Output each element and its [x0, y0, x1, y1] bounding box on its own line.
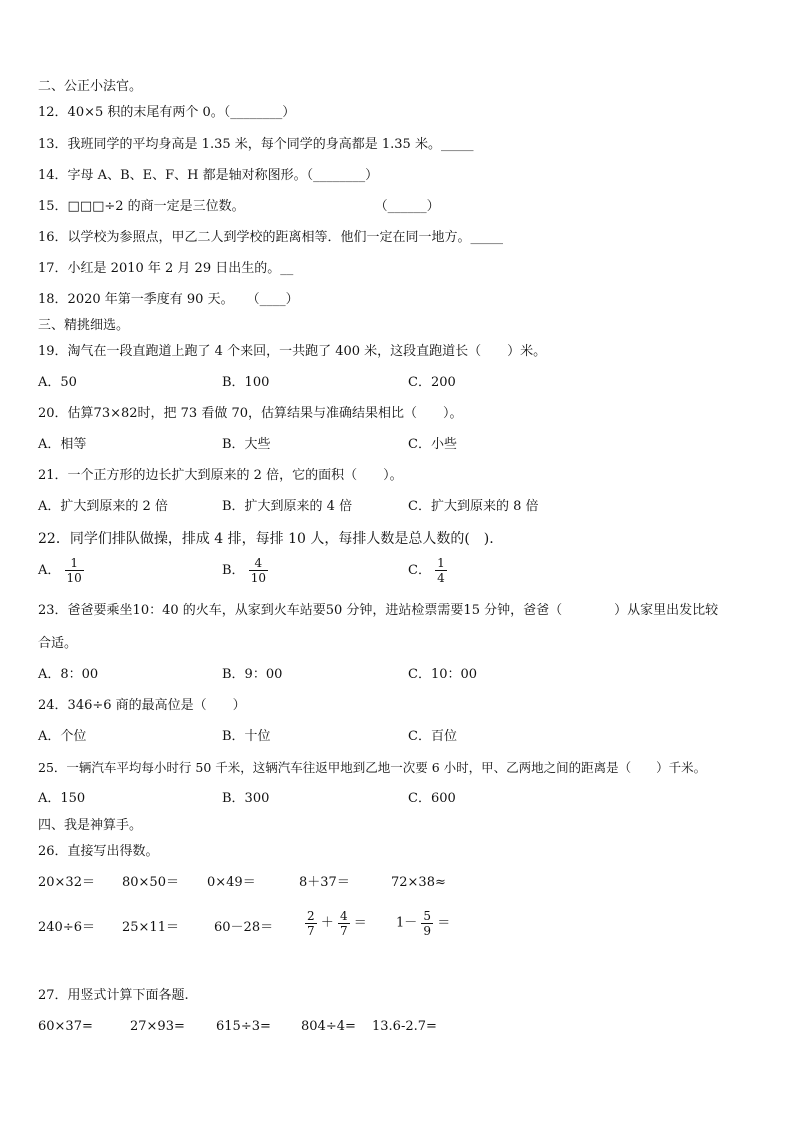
fraction	[421, 909, 433, 938]
fraction-numerator: 4	[249, 556, 268, 571]
fraction-denominator: 10	[250, 571, 266, 585]
calc-item: 20×32＝	[38, 875, 95, 890]
calc-item: 615÷3=	[216, 1019, 271, 1034]
q24-option-a: A．个位	[38, 729, 87, 744]
q22-option-c-label: C．	[408, 563, 431, 578]
q24-option-c: C．百位	[408, 729, 457, 744]
question-22: 22．同学们排队做操，排成 4 排，每排 10 人，每排人数是总人数的( ).	[38, 531, 494, 547]
question-15: 15．□□□÷2 的商一定是三位数。 （______）	[38, 199, 440, 214]
fraction-addition	[305, 909, 367, 938]
question-27: 27．用竖式计算下面各题.	[38, 988, 189, 1003]
calc-item: 60×37=	[38, 1019, 93, 1034]
fraction	[305, 909, 317, 938]
section-2-title: 二、公正小法官。	[38, 79, 143, 94]
fraction-denominator: 4	[437, 571, 445, 585]
q22-option-b	[222, 556, 268, 585]
equals: ＝	[353, 915, 367, 931]
fraction-numerator: 4	[339, 909, 348, 923]
fraction-denominator: 9	[423, 924, 432, 938]
q25-option-a: A．150	[38, 791, 86, 806]
section-3-title: 三、精挑细选。	[38, 318, 130, 333]
calc-item: 72×38≈	[391, 875, 446, 890]
q20-option-c: C．小些	[408, 437, 457, 452]
equals: ＝	[437, 915, 451, 931]
fraction-numerator: 2	[307, 909, 315, 923]
section-4-title: 四、我是神算手。	[38, 818, 143, 833]
q22-option-b-fraction	[249, 556, 268, 585]
calc-item: 60－28＝	[214, 920, 274, 935]
fraction-numerator: 5	[423, 909, 432, 923]
question-24: 24．346÷6 商的最高位是（ ）	[38, 698, 246, 713]
q19-option-a: A．50	[38, 375, 77, 390]
q21-option-c: C．扩大到原来的 8 倍	[408, 499, 539, 514]
operator: ＋	[320, 915, 334, 931]
question-21: 21．一个正方形的边长扩大到原来的 2 倍，它的面积（ ）。	[38, 468, 403, 483]
minuend: 1－	[396, 915, 418, 931]
calc-item: 80×50＝	[122, 875, 179, 890]
question-20: 20．估算73×82时，把 73 看做 70，估算结果与准确结果相比（ ）。	[38, 406, 463, 421]
calc-item: 27×93=	[130, 1019, 185, 1034]
question-16: 16．以学校为参照点，甲乙二人到学校的距离相等．他们一定在同一地方。_____	[38, 230, 504, 245]
q22-option-a	[38, 556, 84, 585]
q19-option-c: C．200	[408, 375, 456, 390]
q20-option-b: B．大些	[222, 437, 271, 452]
q24-option-b: B．十位	[222, 729, 271, 744]
fraction-numerator: 1	[437, 556, 445, 570]
q19-option-b: B．100	[222, 375, 270, 390]
fraction-subtraction	[396, 909, 450, 938]
fraction-denominator: 7	[339, 924, 348, 938]
calc-item: 240÷6＝	[38, 920, 95, 935]
q22-option-c-fraction	[435, 556, 447, 585]
fraction-denominator: 10	[66, 571, 82, 585]
q23-option-b: B．9：00	[222, 667, 283, 682]
question-23-continued: 合适。	[38, 636, 78, 651]
question-23: 23．爸爸要乘坐10：40 的火车，从家到火车站要50 分钟，进站检票需要15 分钟，爸爸（ ）从家里出发比较	[38, 603, 719, 618]
q21-option-a: A．扩大到原来的 2 倍	[38, 499, 168, 514]
calc-item: 8＋37＝	[299, 875, 350, 890]
q22-option-a-fraction	[65, 556, 84, 585]
question-18: 18．2020 年第一季度有 90 天。 （____）	[38, 292, 299, 307]
fraction-denominator: 7	[307, 924, 315, 938]
calc-item: 0×49＝	[207, 875, 256, 890]
q22-option-b-label: B．	[222, 563, 245, 578]
q25-option-b: B．300	[222, 791, 270, 806]
fraction	[338, 909, 350, 938]
q21-option-b: B．扩大到原来的 4 倍	[222, 499, 353, 514]
q25-option-c: C．600	[408, 791, 456, 806]
calc-item: 13.6-2.7=	[372, 1019, 437, 1034]
calc-item: 25×11＝	[122, 920, 179, 935]
q23-option-a: A．8：00	[38, 667, 99, 682]
fraction-numerator: 1	[65, 556, 84, 571]
question-13: 13．我班同学的平均身高是 1.35 米，每个同学的身高都是 1.35 米。_____	[38, 137, 474, 152]
question-17: 17．小红是 2010 年 2 月 29 日出生的。__	[38, 261, 294, 276]
q20-option-a: A．相等	[38, 437, 87, 452]
question-25: 25．一辆汽车平均每小时行 50 千米，这辆汽车往返甲地到乙地一次要 6 小时，甲、乙两地之间的距离是（ ）千米。	[38, 760, 707, 775]
question-12: 12．40×5 积的末尾有两个 0。（________）	[38, 105, 296, 120]
calc-item: 804÷4=	[301, 1019, 356, 1034]
question-26: 26．直接写出得数。	[38, 844, 159, 859]
q22-option-a-label: A．	[38, 563, 61, 578]
q22-option-c	[408, 556, 447, 585]
question-14: 14．字母 A、B、E、F、H 都是轴对称图形。（________）	[38, 168, 379, 183]
q23-option-c: C．10：00	[408, 667, 478, 682]
question-19: 19．淘气在一段直跑道上跑了 4 个来回，一共跑了 400 米，这段直跑道长（ ）米。	[38, 344, 547, 359]
